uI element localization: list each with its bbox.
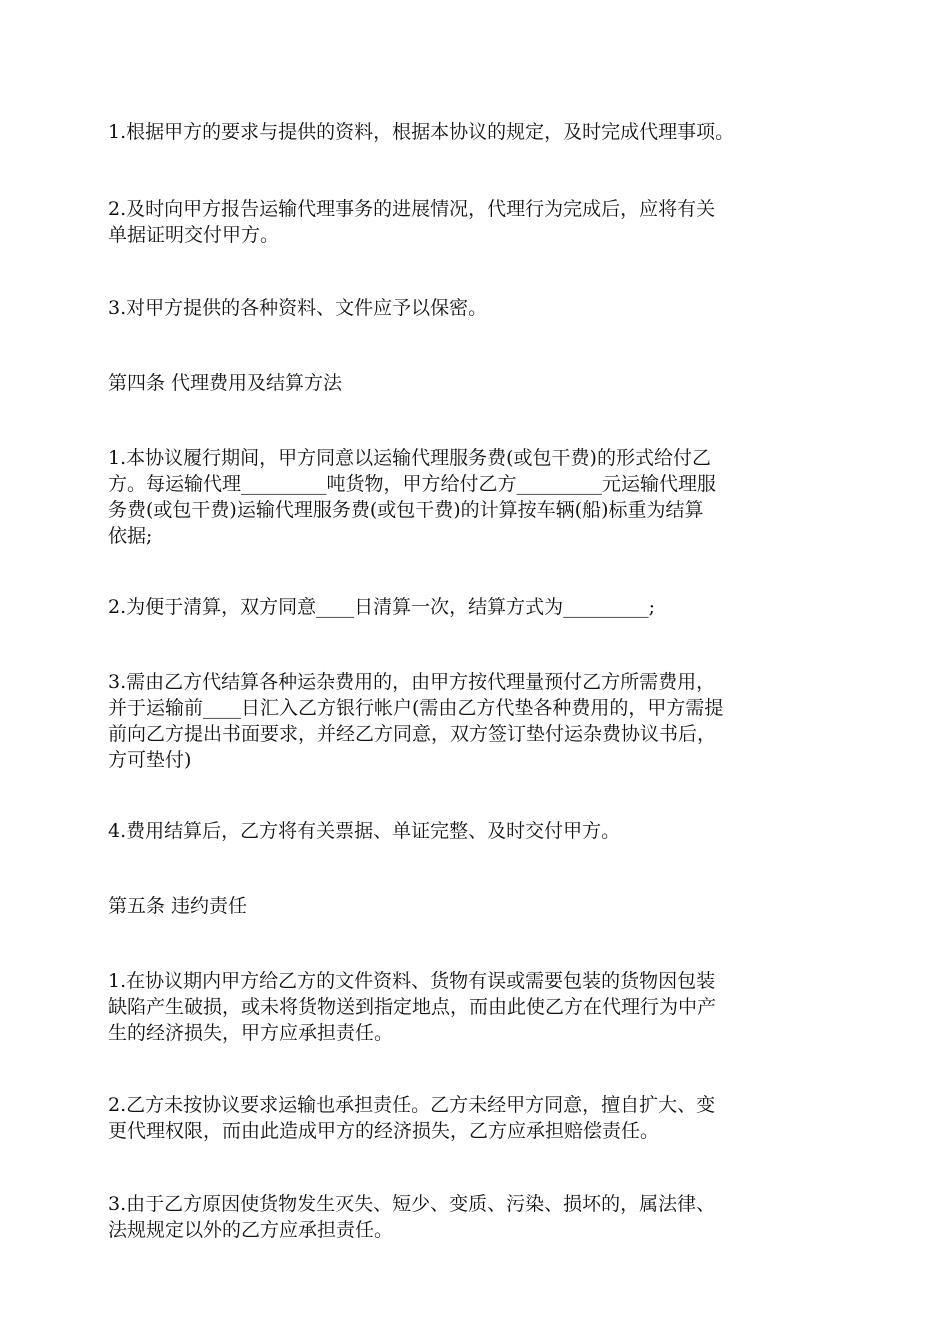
paragraph-line: 1.本协议履行期间，甲方同意以运输代理服务费(或包干费)的形式给付乙 [108, 447, 711, 469]
paragraph-line: 缺陷产生破损，或未将货物送到指定地点，而由此使乙方在代理行为中产 [108, 996, 717, 1018]
paragraph-9 [108, 1092, 844, 1144]
paragraph-6 [108, 669, 844, 773]
paragraph-8 [108, 968, 844, 1046]
paragraph-2 [108, 196, 844, 248]
paragraph-line: 法规规定以外的乙方应承担责任。 [108, 1219, 394, 1241]
paragraph-line: 依据; [108, 525, 153, 547]
paragraph-line: 1.根据甲方的要求与提供的资料，根据本协议的规定，及时完成代理事项。 [108, 121, 735, 143]
paragraph-line: 3.由于乙方原因使货物发生灭失、短少、变质、污染、损坏的，属法律、 [108, 1193, 716, 1215]
paragraph-line: 方可垫付) [108, 749, 192, 771]
paragraph-5 [108, 594, 844, 620]
paragraph-4 [108, 445, 844, 549]
section-heading-4 [108, 370, 844, 396]
paragraph-line: 单据证明交付甲方。 [108, 224, 280, 246]
paragraph-line: 4.费用结算后，乙方将有关票据、单证完整、及时交付甲方。 [108, 820, 621, 842]
paragraph-7 [108, 818, 844, 844]
paragraph-line: 前向乙方提出书面要求，并经乙方同意，双方签订垫付运杂费协议书后， [108, 723, 717, 745]
heading-line: 第四条 代理费用及结算方法 [108, 372, 343, 394]
paragraph-line: 2.及时向甲方报告运输代理事务的进展情况，代理行为完成后，应将有关 [108, 198, 716, 220]
paragraph-line: 更代理权限，而由此造成甲方的经济损失，乙方应承担赔偿责任。 [108, 1120, 660, 1142]
paragraph-line: 务费(或包干费)运输代理服务费(或包干费)的计算按车辆(船)标重为结算 [108, 499, 704, 521]
paragraph-line: 方。每运输代理_________吨货物，甲方给付乙方_________元运输代理服 [108, 473, 717, 495]
paragraph-line: 1.在协议期内甲方给乙方的文件资料、货物有误或需要包装的货物因包装 [108, 970, 716, 992]
paragraph-line: 2.乙方未按协议要求运输也承担责任。乙方未经甲方同意，擅自扩大、变 [108, 1094, 716, 1116]
paragraph-line: 3.对甲方提供的各种资料、文件应予以保密。 [108, 297, 488, 319]
paragraph-3 [108, 295, 844, 321]
section-heading-5 [108, 893, 844, 919]
paragraph-line: 并于运输前____日汇入乙方银行帐户(需由乙方代垫各种费用的，甲方需提 [108, 697, 724, 719]
paragraph-line: 3.需由乙方代结算各种运杂费用的，由甲方按代理量预付乙方所需费用， [108, 671, 716, 693]
heading-line: 第五条 违约责任 [108, 895, 248, 917]
paragraph-1 [108, 119, 844, 145]
paragraph-line: 生的经济损失，甲方应承担责任。 [108, 1022, 394, 1044]
paragraph-10 [108, 1191, 844, 1243]
paragraph-line: 2.为便于清算，双方同意____日清算一次，结算方式为_________; [108, 596, 656, 618]
